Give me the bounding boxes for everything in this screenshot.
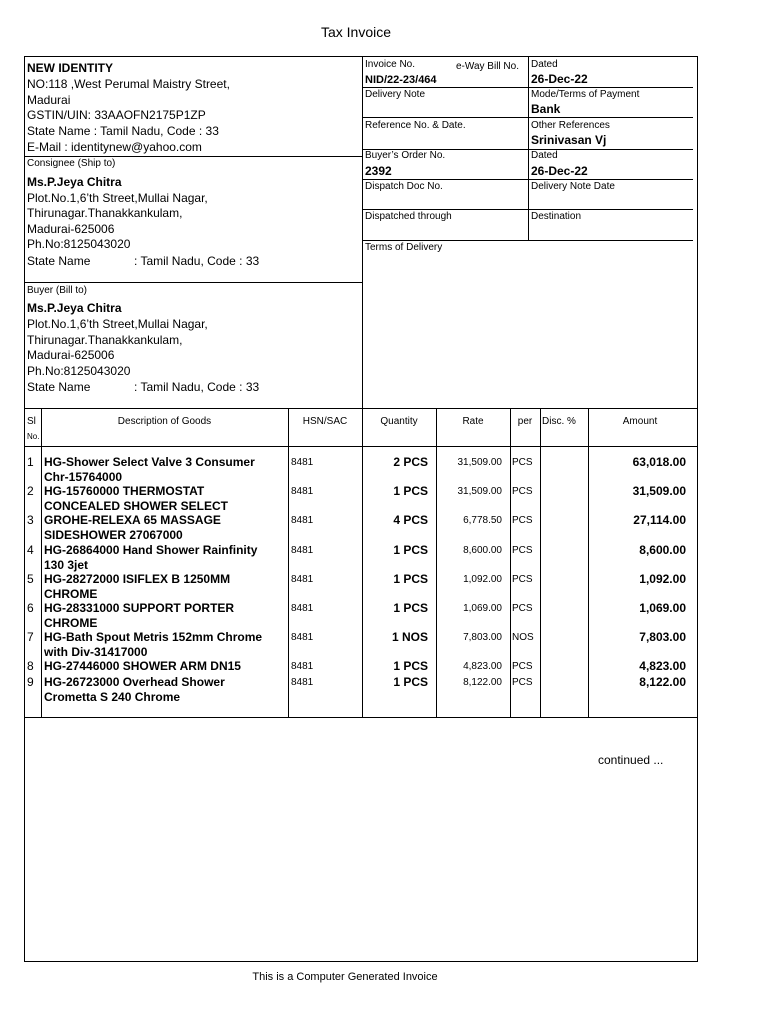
consignee-phone: Ph.No:8125043020 [27,237,131,251]
row-sl: 8 [27,659,34,673]
consignee-state-value: : Tamil Nadu, Code : 33 [134,254,260,268]
consignee-line1: Plot.No.1,6’th Street,Mullai Nagar, [27,191,208,205]
row-quantity: 1 PCS [393,572,428,586]
buyer-state-value: : Tamil Nadu, Code : 33 [134,380,260,394]
consignee-line3: Madurai-625006 [27,222,115,236]
divider [25,156,362,157]
delivery-note-date-label: Delivery Note Date [531,181,615,192]
row-quantity: 1 PCS [393,659,428,673]
seller-email: E-Mail : identitynew@yahoo.com [27,140,202,154]
destination-label: Destination [531,211,582,222]
consignee-name: Ms.P.Jeya Chitra [27,175,122,189]
row-amount: 27,114.00 [633,513,686,527]
row-hsn: 8481 [291,632,314,643]
reference-label: Reference No. & Date. [365,120,466,131]
footer-note: This is a Computer Generated Invoice [252,971,438,983]
row-hsn: 8481 [291,574,314,585]
row-description-cont: 130 3jet [44,558,89,572]
header-hsn: HSN/SAC [302,416,348,427]
dated2-value: 26-Dec-22 [531,164,588,178]
continued-text: continued ... [598,753,664,767]
row-quantity: 1 PCS [393,675,428,689]
row-description: HG-26723000 Overhead Shower [44,675,225,689]
row-amount: 7,803.00 [639,630,686,644]
row-per: PCS [512,574,533,585]
other-ref-value: Srinivasan Vj [531,133,607,147]
row-amount: 1,092.00 [639,572,686,586]
row-sl: 7 [27,630,34,644]
divider [25,408,697,409]
header-rate: Rate [462,416,484,427]
row-quantity: 1 NOS [391,630,428,644]
row-per: PCS [512,457,533,468]
row-rate: 7,803.00 [463,632,502,643]
buyer-label: Buyer (Bill to) [27,285,88,296]
row-description: HG-26864000 Hand Shower Rainfinity [44,543,258,557]
row-per: PCS [512,515,533,526]
divider [362,57,363,408]
other-ref-label: Other References [531,120,610,131]
row-amount: 8,122.00 [639,675,686,689]
row-per: PCS [512,486,533,497]
row-per: PCS [512,603,533,614]
row-hsn: 8481 [291,457,314,468]
seller-name: NEW IDENTITY [27,61,113,75]
row-sl: 6 [27,601,34,615]
divider [528,57,529,240]
buyer-order-label: Buyer’s Order No. [365,150,446,161]
row-rate: 6,778.50 [463,515,502,526]
row-quantity: 1 PCS [393,543,428,557]
row-hsn: 8481 [291,603,314,614]
row-amount: 8,600.00 [639,543,686,557]
buyer-line1: Plot.No.1,6’th Street,Mullai Nagar, [27,317,208,331]
invoice-no: NID/22-23/464 [365,74,437,86]
dated-value: 26-Dec-22 [531,72,588,86]
header-sl: Sl [27,416,36,427]
terms-label: Terms of Delivery [365,242,443,253]
row-description: HG-15760000 THERMOSTAT [44,484,205,498]
row-description-cont: CHROME [44,587,98,601]
row-description-cont: CHROME [44,616,98,630]
row-amount: 4,823.00 [639,659,686,673]
row-amount: 31,509.00 [632,484,686,498]
row-quantity: 2 PCS [393,455,428,469]
mode-value: Bank [531,102,561,116]
buyer-line3: Madurai-625006 [27,348,115,362]
divider [41,408,42,717]
dated-label: Dated [531,59,558,70]
row-description: GROHE-RELEXA 65 MASSAGE [44,513,221,527]
divider [510,408,511,717]
row-rate: 31,509.00 [457,457,502,468]
buyer-order-value: 2392 [365,164,392,178]
row-rate: 1,092.00 [463,574,502,585]
header-quantity: Quantity [380,416,418,427]
header-disc: Disc. % [542,416,576,427]
buyer-name: Ms.P.Jeya Chitra [27,301,122,315]
row-description: HG-Bath Spout Metris 152mm Chrome [44,630,263,644]
divider [362,240,693,241]
row-hsn: 8481 [291,545,314,556]
seller-address-line1: NO:118 ,West Perumal Maistry Street, [27,77,230,91]
header-amount: Amount [622,416,658,427]
header-description: Description of Goods [117,416,212,427]
row-hsn: 8481 [291,661,314,672]
row-per: PCS [512,677,533,688]
row-description-cont: CONCEALED SHOWER SELECT [44,499,229,513]
row-description: HG-28272000 ISIFLEX B 1250MM [44,572,231,586]
row-quantity: 1 PCS [393,601,428,615]
divider [25,282,362,283]
header-per: per [517,416,533,427]
eway-bill-label: e-Way Bill No. [456,61,519,72]
row-rate: 8,600.00 [463,545,502,556]
row-sl: 5 [27,572,34,586]
row-description-cont: Crometta S 240 Chrome [44,690,181,704]
dispatched-through-label: Dispatched through [365,211,452,222]
buyer-phone: Ph.No:8125043020 [27,364,131,378]
invoice-no-label: Invoice No. [365,59,416,70]
delivery-note-label: Delivery Note [365,89,426,100]
consignee-line2: Thirunagar.Thanakkankulam, [27,206,183,220]
row-description-cont: SIDESHOWER 27067000 [44,528,183,542]
row-description: HG-Shower Select Valve 3 Consumer [44,455,255,469]
row-sl: 2 [27,484,34,498]
row-amount: 1,069.00 [639,601,686,615]
consignee-state-label: State Name [27,254,91,268]
row-hsn: 8481 [291,486,314,497]
divider [540,408,541,717]
row-description: HG-28331000 SUPPORT PORTER [44,601,235,615]
row-hsn: 8481 [291,677,314,688]
row-rate: 1,069.00 [463,603,502,614]
buyer-state-label: State Name [27,380,91,394]
seller-address-line2: Madurai [27,93,71,107]
buyer-line2: Thirunagar.Thanakkankulam, [27,333,183,347]
divider [25,446,697,447]
row-rate: 8,122.00 [463,677,502,688]
consignee-label: Consignee (Ship to) [27,158,116,169]
dated2-label: Dated [531,150,558,161]
header-sl-no: No. [27,432,40,441]
row-per: PCS [512,661,533,672]
row-description: HG-27446000 SHOWER ARM DN15 [44,659,241,673]
row-sl: 1 [27,455,34,469]
row-rate: 31,509.00 [457,486,502,497]
mode-label: Mode/Terms of Payment [531,89,640,100]
row-quantity: 4 PCS [393,513,428,527]
row-description-cont: Chr-15764000 [44,470,123,484]
row-description-cont: with Div-31417000 [44,645,148,659]
row-sl: 4 [27,543,34,557]
row-sl: 3 [27,513,34,527]
divider [25,717,697,718]
row-sl: 9 [27,675,34,689]
row-hsn: 8481 [291,515,314,526]
row-per: NOS [512,632,534,643]
row-rate: 4,823.00 [463,661,502,672]
invoice-title: Tax Invoice [320,24,392,40]
dispatch-doc-label: Dispatch Doc No. [365,181,443,192]
row-quantity: 1 PCS [393,484,428,498]
row-per: PCS [512,545,533,556]
row-amount: 63,018.00 [632,455,686,469]
seller-state: State Name : Tamil Nadu, Code : 33 [27,124,219,138]
divider [288,408,289,717]
seller-gstin: GSTIN/UIN: 33AAOFN2175P1ZP [27,108,206,122]
